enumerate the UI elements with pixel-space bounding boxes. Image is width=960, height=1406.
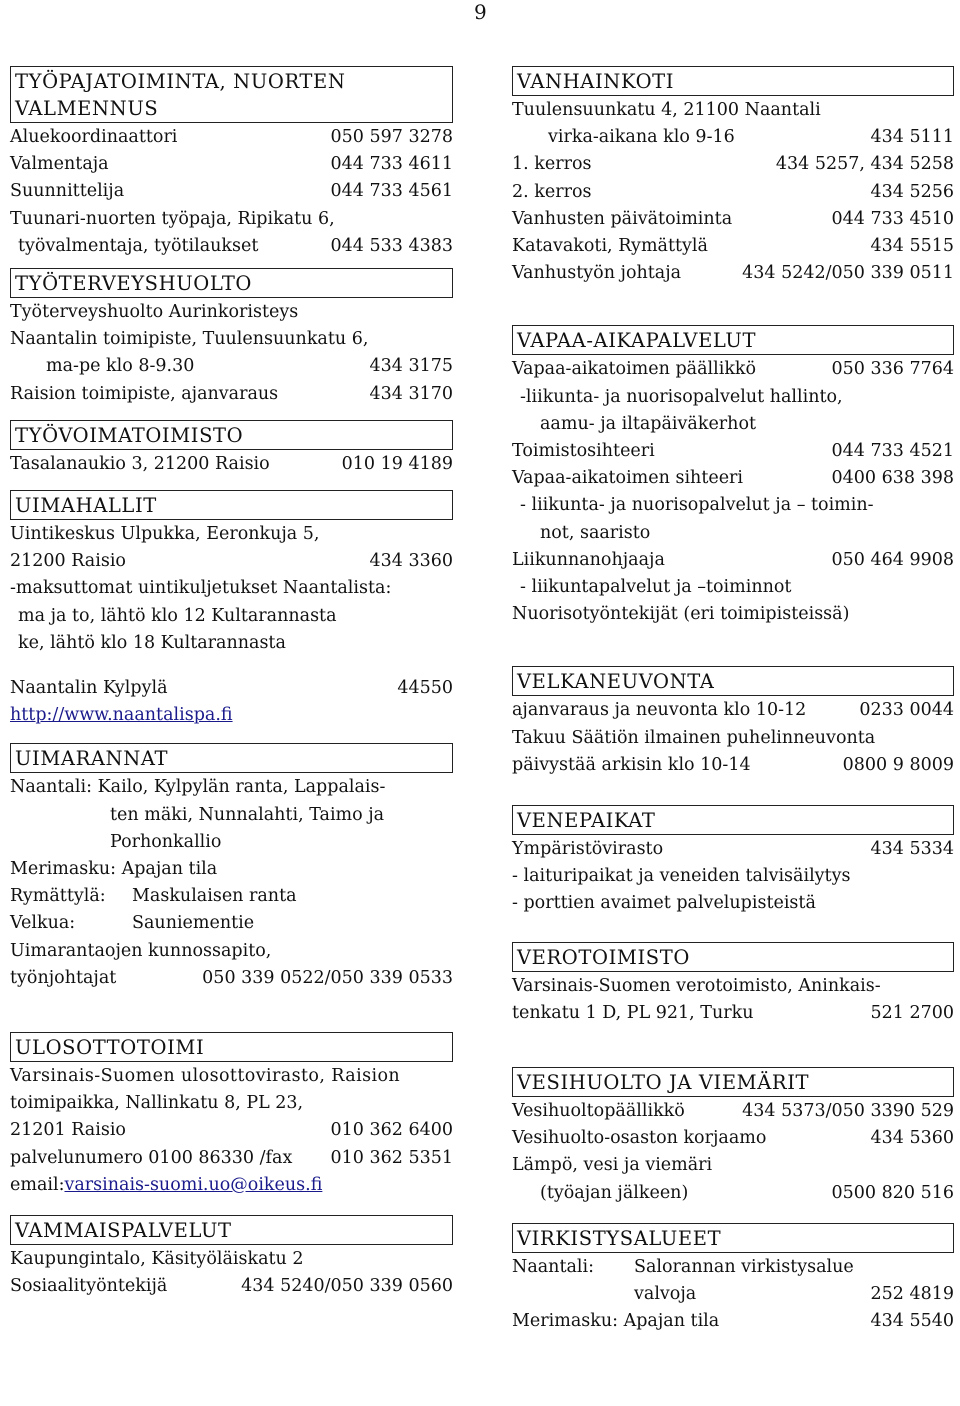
text-label: Tasalanaukio 3, 21200 Raisio: [10, 453, 270, 474]
text-label: Työterveyshuolto Aurinkoristeys: [10, 302, 299, 323]
text-label: -maksuttomat uintikuljetukset Naantalista:: [10, 578, 392, 599]
text-label: Vapaa-aikatoimen sihteeri: [512, 468, 744, 489]
phone-value: 434 3175: [369, 356, 453, 377]
section-virkistysalueet: [512, 1223, 954, 1336]
text-row: [512, 601, 954, 628]
phone-value: 0400 638 398: [831, 468, 954, 489]
text-label: Vanhustyön johtaja: [512, 263, 682, 284]
text-label: palvelunumero 0100 86330 /fax: [10, 1147, 293, 1168]
text-label: Varsinais-Suomen verotoimisto, Aninkais-: [512, 975, 881, 996]
section-heading: VAMMAISPALVELUT: [10, 1215, 453, 1245]
phone-value: 0800 9 8009: [842, 754, 954, 775]
text-row: [512, 725, 954, 752]
phone-value: 434 5540: [870, 1311, 954, 1332]
text-row: [512, 1152, 954, 1179]
text-row: [10, 856, 453, 883]
text-label: Aluekoordinaattori: [10, 127, 178, 147]
text-label: ten mäki, Nunnalahti, Taimo ja: [110, 804, 385, 825]
section-heading: [10, 66, 453, 123]
contact-row: [512, 547, 954, 574]
phone-value: 434 5240/050 339 0560: [241, 1276, 453, 1297]
section-vammaispalvelut: [10, 1215, 453, 1300]
section-heading: TYÖTERVEYSHUOLTO: [10, 268, 453, 298]
phone-value: 010 362 5351: [330, 1147, 453, 1168]
section-heading: VEROTOIMISTO: [512, 942, 954, 972]
section-heading: VENEPAIKAT: [512, 805, 954, 835]
text-row: [10, 774, 453, 801]
text-row: [10, 1246, 453, 1273]
section-vesihuolto: [512, 1067, 954, 1207]
text-row: [10, 829, 453, 856]
text-label: valvoja: [634, 1284, 697, 1305]
contact-row: [10, 548, 453, 575]
text-label: Naantalin Kylpylä: [10, 678, 168, 699]
text-label: 2. kerros: [512, 181, 592, 202]
text-label: Vapaa-aikatoimen päällikkö: [512, 359, 757, 380]
email-link[interactable]: varsinais-suomi.uo@oikeus.fi: [64, 1174, 323, 1195]
section-heading: VANHAINKOTI: [512, 66, 954, 96]
contact-row: [10, 124, 453, 151]
phone-value: 434 5334: [870, 839, 954, 860]
phone-value: 44550: [397, 678, 453, 699]
phone-value: 0500 820 516: [831, 1182, 954, 1203]
phone-value: 434 3170: [369, 383, 453, 404]
text-label: ma-pe klo 8-9.30: [46, 356, 195, 377]
contact-row: [10, 1145, 453, 1172]
text-row: [512, 973, 954, 1000]
text-row: [512, 411, 954, 438]
section-heading: VELKANEUVONTA: [512, 666, 954, 696]
phone-value: 0233 0044: [859, 700, 954, 721]
text-label: Salorannan virkistysalue: [634, 1256, 854, 1277]
email-row: [10, 1172, 453, 1199]
text-label: ke, lähtö klo 18 Kultarannasta: [18, 632, 286, 653]
text-row: [512, 1254, 954, 1281]
text-label: Rymättylä:: [10, 886, 106, 907]
section-venepaikat: [512, 805, 954, 918]
contact-row: [512, 1125, 954, 1152]
kylpyla-url-row: [10, 702, 453, 729]
section-tyovoimatoimisto: [10, 420, 453, 478]
section-heading: UIMARANNAT: [10, 743, 453, 773]
phone-value: 521 2700: [870, 1002, 954, 1023]
heading-line: VALMENNUS: [15, 97, 159, 120]
contact-row: [512, 151, 954, 178]
text-label: Sosiaalityöntekijä: [10, 1276, 168, 1297]
section-tyoterveyshuolto: [10, 268, 453, 408]
text-label: työnjohtajat: [10, 967, 117, 988]
text-label: tenkatu 1 D, PL 921, Turku: [512, 1002, 754, 1023]
text-label: Varsinais-Suomen ulosottovirasto, Raision: [10, 1066, 401, 1087]
phone-value: 044 733 4611: [330, 154, 453, 175]
text-label: Toimistosihteeri: [512, 441, 655, 462]
phone-value: 050 336 7764: [831, 359, 954, 380]
phone-value: 044 733 4510: [831, 208, 954, 229]
contact-row: [512, 1180, 954, 1207]
phone-value: 434 5373/050 3390 529: [742, 1101, 954, 1122]
text-label: Maskulaisen ranta: [132, 886, 297, 907]
text-row: [10, 883, 453, 910]
text-label: -liikunta- ja nuorisopalvelut hallinto,: [520, 386, 843, 407]
phone-value: 434 5242/050 339 0511: [742, 263, 954, 284]
phone-value: 044 733 4561: [330, 181, 453, 202]
section-vanhainkoti: [512, 66, 954, 287]
section-heading: UIMAHALLIT: [10, 490, 453, 520]
text-label: Vanhusten päivätoiminta: [512, 208, 733, 229]
contact-row: [10, 965, 453, 992]
contact-row: [10, 675, 453, 702]
text-label: Porhonkallio: [110, 831, 222, 852]
text-label: Valmentaja: [10, 154, 109, 175]
text-label: Tuulensuunkatu 4, 21100 Naantali: [512, 100, 821, 120]
phone-value: 050 339 0522/050 339 0533: [202, 967, 453, 988]
text-label: Nuorisotyöntekijät (eri toimipisteissä): [512, 604, 850, 625]
text-label: Raision toimipiste, ajanvaraus: [10, 383, 279, 404]
phone-value: 044 733 4521: [831, 441, 954, 462]
contact-row: [10, 233, 453, 260]
text-label: - liikuntapalvelut ja –toiminnot: [520, 577, 792, 598]
text-label: - liikunta- ja nuorisopalvelut ja – toimin-: [520, 495, 874, 516]
text-label: Merimasku: Apajan tila: [512, 1311, 720, 1332]
contact-row: [10, 206, 453, 233]
contact-row: [10, 1117, 453, 1144]
page-number: 9: [474, 0, 487, 24]
section-vapaa-aikapalvelut: [512, 325, 954, 628]
phone-value: 010 19 4189: [341, 453, 453, 474]
phone-value: 050 597 3278: [330, 127, 453, 147]
text-row: [512, 863, 954, 890]
contact-row: [512, 356, 954, 383]
contact-row: [10, 151, 453, 178]
contact-row: [512, 438, 954, 465]
text-row: [512, 890, 954, 917]
section-uimahallit: [10, 490, 453, 729]
text-label: 1. kerros: [512, 154, 592, 175]
section-heading: VAPAA-AIKAPALVELUT: [512, 325, 954, 355]
phone-value: 434 5360: [870, 1128, 954, 1149]
contact-row: [10, 1273, 453, 1300]
contact-row: [512, 1000, 954, 1027]
text-label: - porttien avaimet palvelupisteistä: [512, 893, 816, 914]
contact-row: [512, 260, 954, 287]
text-label: 21200 Raisio: [10, 551, 126, 572]
phone-value: 434 5515: [870, 236, 954, 257]
contact-row: [512, 836, 954, 863]
text-label: Lämpö, vesi ja viemäri: [512, 1155, 713, 1176]
contact-row: [10, 451, 453, 478]
text-row: [10, 802, 453, 829]
text-label: Uintikeskus Ulpukka, Eeronkuja 5,: [10, 524, 320, 545]
contact-row: [512, 233, 954, 260]
text-row: [512, 574, 954, 601]
text-label: 21201 Raisio: [10, 1120, 126, 1141]
contact-row: [10, 299, 453, 326]
text-label: Merimasku: Apajan tila: [10, 859, 218, 880]
text-label: Velkua:: [10, 913, 76, 934]
contact-row: [512, 206, 954, 233]
left-column: [10, 66, 453, 1301]
text-row: [10, 1090, 453, 1117]
text-row: [512, 492, 954, 519]
section-uimarannat: [10, 743, 453, 992]
contact-row: [10, 326, 453, 353]
text-label: Sauniementie: [132, 913, 255, 934]
phone-value: 434 5111: [870, 127, 954, 148]
section-heading: TYÖVOIMATOIMISTO: [10, 420, 453, 450]
text-label: Suunnittelija: [10, 181, 125, 202]
kylpyla-link[interactable]: http://www.naantalispa.fi: [10, 705, 233, 726]
phone-value: 434 3360: [369, 551, 453, 572]
text-label: email:: [10, 1174, 65, 1195]
text-label: (työajan jälkeen): [540, 1182, 689, 1203]
section-heading: ULOSOTTOTOIMI: [10, 1032, 453, 1062]
text-row: [10, 910, 453, 937]
text-row: [10, 938, 453, 965]
text-label: Katavakoti, Rymättylä: [512, 236, 708, 257]
text-label: Liikunnanohjaaja: [512, 549, 665, 570]
contact-row: [10, 630, 453, 657]
text-label: toimipaikka, Nallinkatu 8, PL 23,: [10, 1093, 304, 1114]
section-heading: VESIHUOLTO JA VIEMÄRIT: [512, 1067, 954, 1097]
contact-row: [10, 575, 453, 602]
text-row: [10, 1063, 453, 1090]
contact-row: [10, 353, 453, 380]
text-label: - laituripaikat ja veneiden talvisäilytys: [512, 866, 851, 887]
contact-row: [10, 521, 453, 548]
section-verotoimisto: [512, 942, 954, 1027]
text-label: Uimarantaojen kunnossapito,: [10, 940, 272, 961]
section-ulosottotoimi: [10, 1032, 453, 1199]
text-row: [512, 97, 954, 124]
text-label: Kaupungintalo, Käsityöläiskatu 2: [10, 1249, 304, 1270]
section-velkaneuvonta: [512, 666, 954, 779]
text-row: [512, 384, 954, 411]
contact-row: [512, 124, 954, 151]
contact-row: [10, 178, 453, 205]
text-label: Naantalin toimipiste, Tuulensuunkatu 6,: [10, 329, 369, 350]
contact-row: [512, 1308, 954, 1335]
contact-row: [512, 179, 954, 206]
text-label: Ympäristövirasto: [512, 839, 664, 860]
phone-value: 044 533 4383: [330, 235, 453, 256]
phone-value: 050 464 9908: [831, 549, 954, 570]
text-label: työvalmentaja, työtilaukset: [18, 235, 259, 256]
phone-value: 010 362 6400: [330, 1120, 453, 1141]
contact-row: [512, 697, 954, 724]
text-label: Naantali:: [512, 1256, 595, 1277]
contact-row: [512, 465, 954, 492]
phone-value: 434 5257, 434 5258: [775, 154, 954, 175]
contact-row: [512, 752, 954, 779]
text-label: not, saaristo: [540, 522, 651, 543]
contact-row: [512, 1281, 954, 1308]
text-label: päivystää arkisin klo 10-14: [512, 754, 751, 775]
heading-line: TYÖPAJATOIMINTA, NUORTEN: [15, 70, 346, 93]
contact-row: [10, 603, 453, 630]
phone-value: 252 4819: [870, 1284, 954, 1305]
text-row: [512, 520, 954, 547]
text-label: Tuunari-nuorten työpaja, Ripikatu 6,: [10, 208, 335, 229]
contact-row: [10, 381, 453, 408]
text-label: Naantali: Kailo, Kylpylän ranta, Lappalais-: [10, 777, 386, 798]
text-label: Takuu Säätiön ilmainen puhelinneuvonta: [512, 727, 876, 748]
contact-row: [512, 1098, 954, 1125]
text-label: Vesihuoltopäällikkö: [512, 1101, 685, 1122]
phone-value: 434 5256: [870, 181, 954, 202]
right-column: [512, 66, 954, 1336]
section-heading: VIRKISTYSALUEET: [512, 1223, 954, 1253]
text-label: aamu- ja iltapäiväkerhot: [540, 413, 757, 434]
text-label: ajanvaraus ja neuvonta klo 10-12: [512, 700, 807, 721]
text-label: Vesihuolto-osaston korjaamo: [512, 1128, 767, 1149]
text-label: virka-aikana klo 9-16: [548, 127, 735, 148]
text-label: ma ja to, lähtö klo 12 Kultarannasta: [18, 605, 337, 626]
section-tyopajatoiminta: [10, 66, 453, 260]
